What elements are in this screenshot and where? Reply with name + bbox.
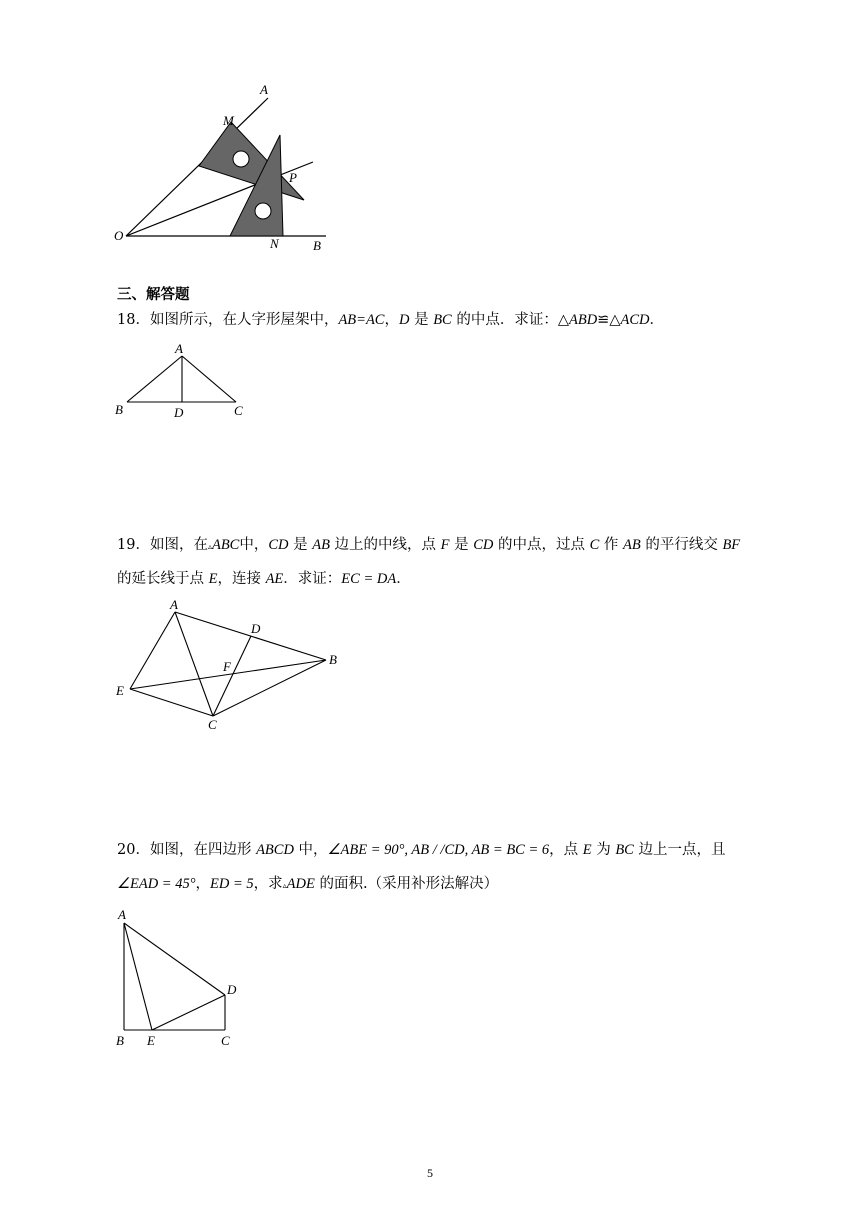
label-E: E xyxy=(147,1033,155,1048)
label-C: C xyxy=(208,717,217,732)
label-B: B xyxy=(116,1033,124,1048)
label-P: P xyxy=(289,170,297,185)
label-D: D xyxy=(251,621,261,636)
question-20-line-1: 20．如图，在四边形 ABCD 中，∠ABE = 90°, AB / /CD, AB = BC = 6，点 E 为 BC 边上一点，且 xyxy=(117,842,726,858)
triangle-symbol: ▵ xyxy=(207,542,212,551)
set-square-upper xyxy=(199,122,304,200)
label-N: N xyxy=(270,236,279,251)
label-O: O xyxy=(114,228,124,243)
segment-AD xyxy=(124,923,225,995)
label-A: A xyxy=(170,597,178,612)
question-19-line-2: 的延长线于点 E，连接 AE．求证：EC = DA． xyxy=(117,571,411,587)
set-square-lower-hole xyxy=(255,203,271,219)
triangle-symbol: ▵ xyxy=(282,881,287,890)
figure-18-roof-truss xyxy=(110,340,260,425)
set-square-upper-hole xyxy=(233,151,249,167)
label-D: D xyxy=(227,982,237,997)
question-18-text: 18．如图所示，在人字形屋架中，AB=AC，D 是 BC 的中点．求证：△ABD≌△ACD． xyxy=(117,312,664,328)
figure-17-set-squares xyxy=(108,78,338,258)
label-B: B xyxy=(313,238,321,253)
segment-EC xyxy=(130,689,213,716)
label-F: F xyxy=(223,659,231,674)
label-A: A xyxy=(118,907,126,922)
label-B: B xyxy=(329,652,337,667)
label-C: C xyxy=(221,1033,230,1048)
label-D: D xyxy=(174,405,184,420)
label-E: E xyxy=(116,683,124,698)
segment-ED xyxy=(152,995,225,1030)
label-C: C xyxy=(234,403,243,418)
segment-AE xyxy=(124,923,152,1030)
question-19-line-1: 19．如图，在▵ABC中，CD 是 AB 边上的中线，点 F 是 CD 的中点，过点 C 作 AB 的平行线交 BF xyxy=(117,537,741,553)
segment-AC xyxy=(182,356,236,402)
label-M: M xyxy=(223,113,234,128)
section-title: 三、解答题 xyxy=(117,287,190,303)
label-A: A xyxy=(175,341,183,356)
segment-AE xyxy=(130,612,175,689)
page-number: 5 xyxy=(427,1166,433,1180)
label-B: B xyxy=(115,402,123,417)
figure-19 xyxy=(108,592,348,737)
segment-AB xyxy=(127,356,182,402)
question-20-line-2: ∠EAD = 45°，ED = 5，求▵ADE 的面积.（采用补形法解决） xyxy=(117,876,499,892)
label-A: A xyxy=(260,82,268,97)
segment-AC xyxy=(175,612,213,716)
figure-20 xyxy=(108,903,268,1053)
